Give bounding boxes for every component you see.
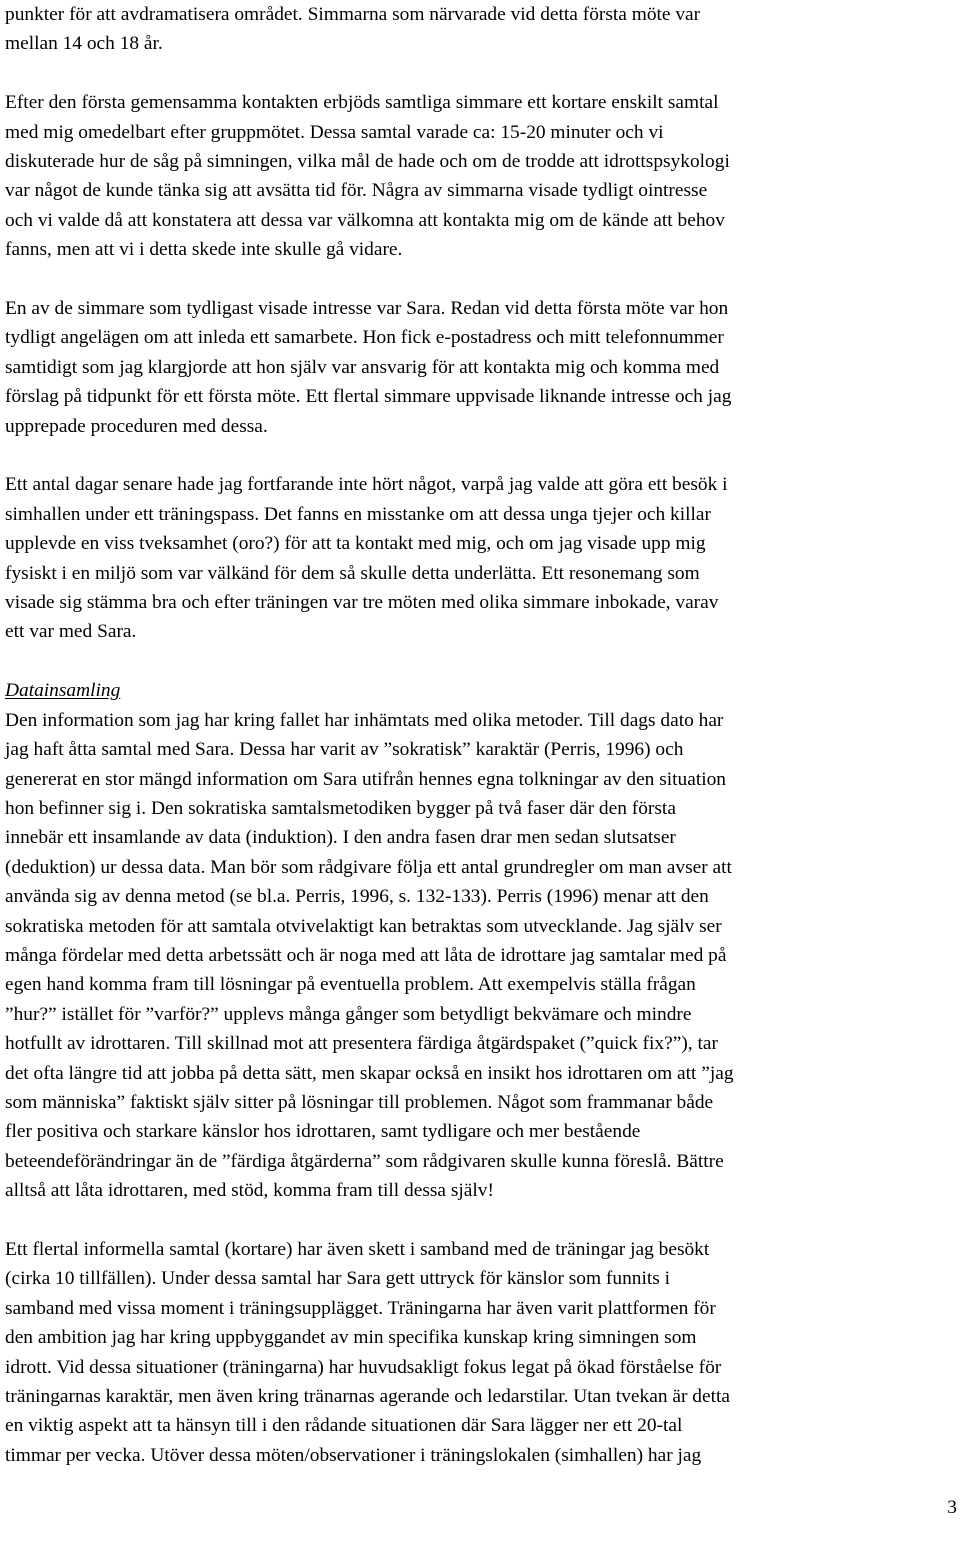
paragraph-pool-visit bbox=[5, 470, 957, 646]
text-line: Den information som jag har kring fallet har inhämtats med olika metoder. Till dags dato har bbox=[5, 709, 724, 731]
text-line: träningarnas karaktär, men även kring tränarnas agerande och ledarstilar. Utan tvekan är detta bbox=[5, 1386, 730, 1408]
text-line: fler positiva och starkare känslor hos idrottaren, samt tydligare och mer bestående bbox=[5, 1121, 641, 1143]
text-line: använda sig av denna metod (se bl.a. Perris, 1996, s. 132-133). Perris (1996) menar att den bbox=[5, 886, 709, 908]
text-line: med mig omedelbart efter gruppmötet. Dessa samtal varade ca: 15-20 minuter och vi bbox=[5, 121, 664, 143]
text-line: simhallen under ett träningspass. Det fanns en misstanke om att dessa unga tjejer och killar bbox=[5, 503, 711, 525]
paragraph-gap bbox=[5, 59, 957, 88]
text-line: tydligt angelägen om att inleda ett samarbete. Hon fick e-postadress och mitt telefonnummer bbox=[5, 327, 724, 349]
text-line: Ett flertal informella samtal (kortare) har även skett i samband med de träningar jag besökt bbox=[5, 1238, 710, 1260]
text-line: mellan 14 och 18 år. bbox=[5, 33, 163, 55]
paragraph-gap bbox=[5, 1206, 957, 1235]
body-text-top bbox=[5, 0, 957, 676]
text-line: upplevde en viss tveksamhet (oro?) för att ta kontakt med mig, och om jag visade upp mig bbox=[5, 533, 706, 555]
text-line: samband med vissa moment i träningsupplägget. Träningarna har även varit plattformen för bbox=[5, 1297, 716, 1319]
text-line: upprepade proceduren med dessa. bbox=[5, 415, 268, 437]
text-line: fysiskt i en miljö som var välkänd för dem så skulle detta underlätta. Ett resonemang som bbox=[5, 562, 700, 584]
section-heading: Datainsamling bbox=[5, 680, 121, 702]
paragraph-gap bbox=[5, 441, 957, 470]
text-line: samtidigt som jag klargjorde att hon själv var ansvarig för att kontakta mig och komma med bbox=[5, 356, 720, 378]
text-line: det ofta längre tid att jobba på detta sätt, men skapar också en insikt hos idrottaren om att ”jag bbox=[5, 1062, 734, 1084]
text-line: (deduktion) ur dessa data. Man bör som rådgivare följa ett antal grundregler om man avser att bbox=[5, 856, 732, 878]
text-line: egen hand komma fram till lösningar på eventuella problem. Att exempelvis ställa frågan bbox=[5, 974, 696, 996]
section-heading-row bbox=[5, 676, 957, 705]
text-line: många fördelar med detta arbetssätt och är noga med att låta de idrottare jag samtalar med på bbox=[5, 944, 727, 966]
text-line: genererat en stor mängd information om Sara utifrån hennes egna tolkningar av den situation bbox=[5, 768, 727, 790]
text-line: (cirka 10 tillfällen). Under dessa samtal har Sara gett uttryck för känslor som funnits i bbox=[5, 1268, 671, 1290]
paragraph-socratic-method bbox=[5, 706, 957, 1206]
text-line: fanns, men att vi i detta skede inte skulle gå vidare. bbox=[5, 239, 403, 261]
paragraph-gap bbox=[5, 265, 957, 294]
paragraph-gap bbox=[5, 647, 957, 676]
document-page bbox=[5, 0, 957, 1470]
text-line: visade sig stämma bra och efter träningen var tre möten med olika simmare inbokade, varav bbox=[5, 592, 719, 614]
paragraph-sara-interest bbox=[5, 294, 957, 441]
text-line: En av de simmare som tydligast visade intresse var Sara. Redan vid detta första möte var hon bbox=[5, 298, 729, 320]
text-line: jag haft åtta samtal med Sara. Dessa har varit av ”sokratisk” karaktär (Perris, 1996) och bbox=[5, 739, 684, 761]
body-text-section bbox=[5, 706, 957, 1471]
text-line: Efter den första gemensamma kontakten erbjöds samtliga simmare ett kortare enskilt samtal bbox=[5, 92, 719, 114]
text-line: innebär ett insamlande av data (induktion). I den andra fasen drar men sedan slutsatser bbox=[5, 827, 676, 849]
text-line: den ambition jag har kring uppbyggandet av min specifika kunskap kring simningen som bbox=[5, 1327, 697, 1349]
text-line: som människa” faktiskt själv sitter på lösningar till problemen. Något som frammanar både bbox=[5, 1091, 714, 1113]
text-line: var något de kunde tänka sig att avsätta tid för. Några av simmarna visade tydligt ointresse bbox=[5, 180, 708, 202]
text-line: Ett antal dagar senare hade jag fortfarande inte hört något, varpå jag valde att göra ett besök i bbox=[5, 474, 728, 496]
text-line: punkter för att avdramatisera området. Simmarna som närvarade vid detta första möte var bbox=[5, 4, 701, 25]
text-line: ett var med Sara. bbox=[5, 621, 137, 643]
text-line: ”hur?” istället för ”varför?” upplevs många gånger som betydligt bekvämare och mindre bbox=[5, 1003, 692, 1025]
text-line: diskuterade hur de såg på simningen, vilka mål de hade och om de trodde att idrottspsykologi bbox=[5, 151, 730, 173]
paragraph-intro-continuation bbox=[5, 0, 957, 59]
text-line: förslag på tidpunkt för ett första möte. Ett flertal simmare uppvisade liknande intresse och jag bbox=[5, 386, 732, 408]
text-line: hon befinner sig i. Den sokratiska samtalsmetodiken bygger på två faser där den första bbox=[5, 797, 676, 819]
text-line: sokratiska metoden för att samtala otvivelaktigt kan betraktas som utvecklande. Jag själv ser bbox=[5, 915, 722, 937]
text-line: och vi valde då att konstatera att dessa var välkomna att kontakta mig om de kände att behov bbox=[5, 209, 725, 231]
page-number: 3 bbox=[947, 1497, 957, 1518]
text-line: timmar per vecka. Utöver dessa möten/observationer i träningslokalen (simhallen) har jag bbox=[5, 1444, 702, 1466]
text-line: beteendeförändringar än de ”färdiga åtgärderna” som rådgivaren skulle kunna föreslå. Bättre bbox=[5, 1150, 724, 1172]
text-line: alltså att låta idrottaren, med stöd, komma fram till dessa själv! bbox=[5, 1180, 494, 1202]
text-line: hotfullt av idrottaren. Till skillnad mot att presentera färdiga åtgärdspaket (”quick fix?”), tar bbox=[5, 1033, 718, 1055]
text-line: en viktig aspekt att ta hänsyn till i den rådande situationen där Sara lägger ner ett 20-tal bbox=[5, 1415, 683, 1437]
text-line: idrott. Vid dessa situationer (träningarna) har huvudsakligt fokus legat på ökad förståelse för bbox=[5, 1356, 722, 1378]
paragraph-individual-talks bbox=[5, 88, 957, 264]
paragraph-informal-talks bbox=[5, 1235, 957, 1470]
